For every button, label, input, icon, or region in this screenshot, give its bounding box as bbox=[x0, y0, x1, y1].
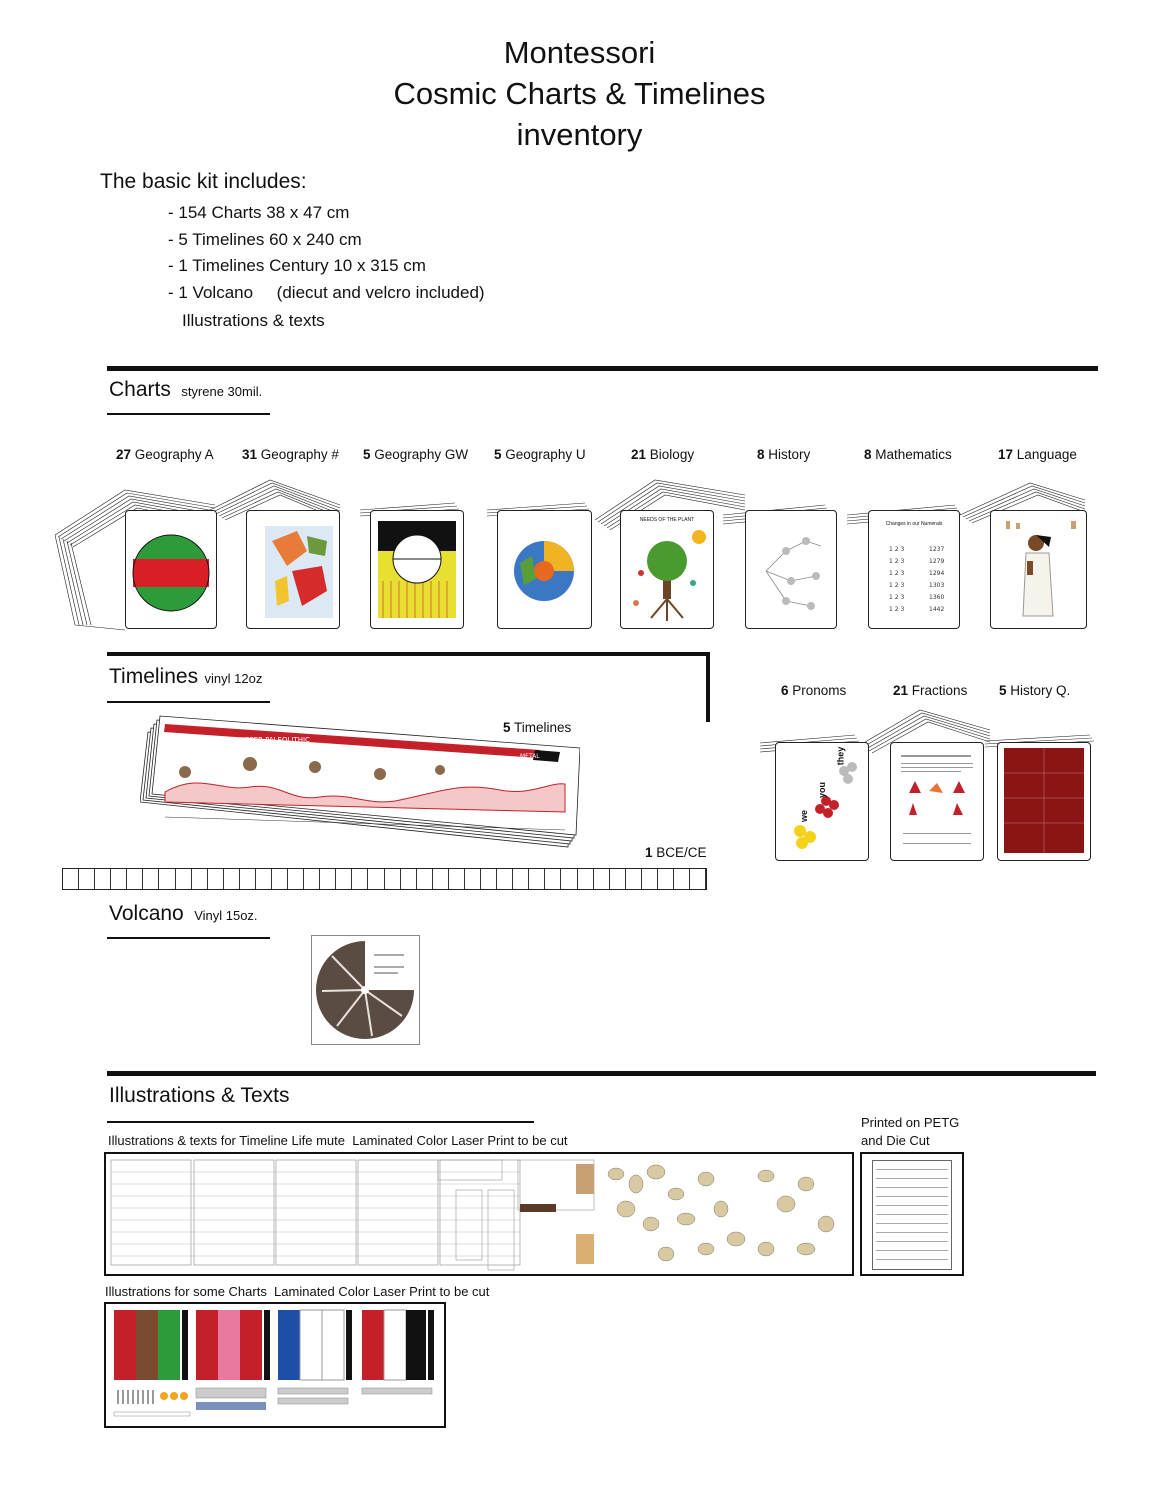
kit-item: - 1 Timelines Century 10 x 315 cm bbox=[168, 256, 426, 275]
egyptian-scribe-illustration bbox=[991, 511, 1086, 628]
volcano-illustration bbox=[312, 936, 419, 1044]
century-timeline-count: 1 BCE/CE bbox=[645, 845, 707, 860]
petg-sheet bbox=[860, 1152, 964, 1276]
svg-text:1 2 3: 1 2 3 bbox=[889, 570, 905, 577]
kit-heading: The basic kit includes: bbox=[100, 170, 307, 193]
kit-item: - 1 Volcano (diecut and velcro included) bbox=[168, 282, 485, 302]
volcano-title: Volcano bbox=[109, 902, 184, 925]
volcano-section-title bbox=[109, 902, 258, 926]
svg-text:1 2 3: 1 2 3 bbox=[889, 558, 905, 565]
title-line-2: Cosmic Charts & Timelines bbox=[393, 76, 766, 111]
charts-section-title bbox=[109, 378, 262, 402]
globe-illustration bbox=[126, 511, 216, 628]
illustrations-underline bbox=[107, 1121, 534, 1123]
title-line-1: Montessori bbox=[503, 35, 656, 70]
volcano-card bbox=[311, 935, 420, 1045]
chart-category: 27 Geography A bbox=[116, 447, 214, 462]
svg-text:1237: 1237 bbox=[929, 546, 945, 553]
kit-item: - 5 Timelines 60 x 240 cm bbox=[168, 229, 362, 249]
chart-card-mathematics bbox=[868, 510, 960, 629]
chart-category: 5 Geography U bbox=[494, 447, 586, 462]
world-map-illustration bbox=[247, 511, 339, 628]
timeline-banner: UPPER PALEOLITHIC bbox=[240, 736, 310, 744]
chart-category: 5 History Q. bbox=[999, 683, 1071, 698]
svg-text:1 2 3: 1 2 3 bbox=[889, 606, 905, 613]
chart-category: 17 Language bbox=[998, 447, 1077, 462]
timelines-material: vinyl 12oz bbox=[204, 671, 263, 686]
timelines-title: Timelines bbox=[109, 665, 199, 688]
timelines-border-top bbox=[107, 652, 710, 656]
petg-caption-line-1: Printed on PETG bbox=[861, 1115, 960, 1130]
pronoun-they: they bbox=[835, 746, 846, 766]
petg-label-table bbox=[872, 1160, 952, 1270]
century-timeline-strip bbox=[62, 868, 707, 890]
charts-underline bbox=[107, 413, 270, 415]
svg-text:1 2 3: 1 2 3 bbox=[889, 546, 905, 553]
numerals-table bbox=[869, 527, 959, 627]
sheet-contents bbox=[106, 1154, 852, 1274]
chart-card-fractions bbox=[890, 742, 984, 861]
timelines-section-title bbox=[109, 665, 262, 689]
svg-text:1442: 1442 bbox=[929, 606, 945, 613]
fractions-illustration bbox=[891, 743, 983, 860]
chart-category: 31 Geography # bbox=[242, 447, 339, 462]
chart-card-geography-a bbox=[125, 510, 217, 629]
pronoun-dots bbox=[776, 743, 868, 860]
kit-item: - 154 Charts 38 x 47 cm bbox=[168, 203, 350, 222]
svg-text:1 2 3: 1 2 3 bbox=[889, 594, 905, 601]
petg-caption-line-2: and Die Cut bbox=[861, 1133, 930, 1148]
title-line-3: inventory bbox=[516, 117, 643, 152]
chart-card-biology bbox=[620, 510, 714, 629]
chart-card-history bbox=[745, 510, 837, 629]
chart-card-geography-hash bbox=[246, 510, 340, 629]
timeline-stack bbox=[140, 712, 580, 862]
color-strips bbox=[106, 1304, 444, 1426]
timeline-illustrations-caption: Illustrations & texts for Timeline Life mute Laminated Color Laser Print to be cut bbox=[108, 1133, 568, 1148]
timelines-border-right bbox=[706, 652, 710, 722]
chart-card-history-q bbox=[997, 742, 1091, 861]
math-card-title: Changes in our Numerals bbox=[885, 521, 943, 527]
page-title bbox=[0, 32, 1159, 155]
chart-card-geography-gw bbox=[370, 510, 464, 629]
tree-illustration bbox=[621, 523, 713, 628]
timelines-count: 5 Timelines bbox=[503, 720, 572, 735]
timeline-illustrations-sheet bbox=[104, 1152, 854, 1276]
timeline-banner-2: METAL bbox=[520, 753, 540, 760]
biology-card-title: NEEDS OF THE PLANT bbox=[639, 517, 695, 523]
kit-extra: Illustrations & texts bbox=[182, 311, 325, 330]
chart-category: 8 History bbox=[757, 447, 811, 462]
pronoun-we: we bbox=[799, 809, 810, 823]
history-q-table bbox=[998, 743, 1090, 860]
chart-illustrations-sheet bbox=[104, 1302, 446, 1428]
illustrations-divider bbox=[107, 1071, 1096, 1076]
charts-title: Charts bbox=[109, 378, 171, 401]
svg-text:1294: 1294 bbox=[929, 570, 945, 577]
timelines-underline bbox=[107, 701, 270, 703]
chart-category: 21 Fractions bbox=[893, 683, 968, 698]
earth-layers-illustration bbox=[498, 511, 591, 628]
kit-list bbox=[168, 200, 485, 306]
history-diagram bbox=[746, 511, 836, 628]
volcano-underline bbox=[107, 937, 270, 939]
earth-section-illustration bbox=[371, 511, 463, 628]
illustrations-title: Illustrations & Texts bbox=[109, 1084, 290, 1107]
pronoun-you: you bbox=[817, 781, 828, 799]
svg-text:1279: 1279 bbox=[929, 558, 945, 565]
chart-category: 21 Biology bbox=[631, 447, 695, 462]
chart-category: 6 Pronoms bbox=[781, 683, 847, 698]
chart-illustrations-caption: Illustrations for some Charts Laminated Color Laser Print to be cut bbox=[105, 1284, 490, 1299]
volcano-material: Vinyl 15oz. bbox=[194, 908, 258, 923]
chart-category: 8 Mathematics bbox=[864, 447, 952, 462]
chart-card-language bbox=[990, 510, 1087, 629]
petg-caption bbox=[861, 1114, 959, 1150]
svg-text:1 2 3: 1 2 3 bbox=[889, 582, 905, 589]
chart-card-geography-u bbox=[497, 510, 592, 629]
svg-text:1360: 1360 bbox=[929, 594, 945, 601]
chart-card-pronoms bbox=[775, 742, 869, 861]
chart-category: 5 Geography GW bbox=[363, 447, 469, 462]
charts-material: styrene 30mil. bbox=[181, 384, 263, 399]
section-divider bbox=[107, 366, 1098, 371]
svg-text:1303: 1303 bbox=[929, 582, 945, 589]
